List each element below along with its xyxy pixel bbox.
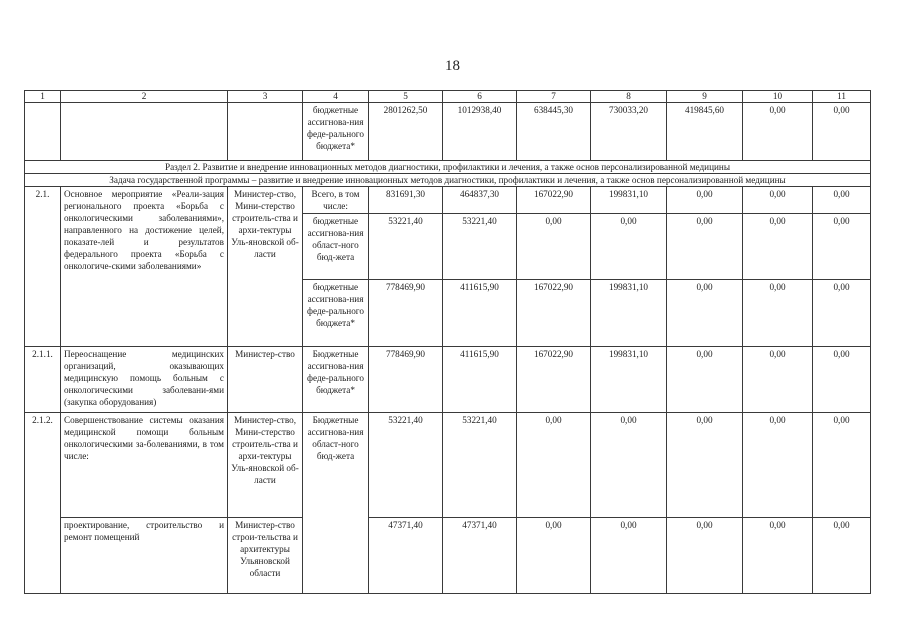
funding-source: бюджетные ассигнова-ния област-ного бюд-жета xyxy=(303,214,369,280)
amount-cell: 638445,30 xyxy=(517,103,591,161)
amount-cell: 167022,90 xyxy=(517,347,591,413)
amount-cell: 411615,90 xyxy=(443,280,517,347)
amount-cell: 47371,40 xyxy=(369,518,443,594)
column-number: 7 xyxy=(517,91,591,103)
amount-cell: 0,00 xyxy=(591,214,667,280)
item-number: 2.1. xyxy=(25,187,61,347)
amount-cell: 0,00 xyxy=(517,518,591,594)
amount-cell: 778469,90 xyxy=(369,347,443,413)
amount-cell: 0,00 xyxy=(743,518,813,594)
section-title: Раздел 2. Развитие и внедрение инновационных методов диагностики, профилактики и лечения, а также основ персонализированной медицины xyxy=(25,161,871,174)
amount-cell: 0,00 xyxy=(667,518,743,594)
amount-cell: 0,00 xyxy=(813,103,871,161)
amount-cell: 419845,60 xyxy=(667,103,743,161)
column-number: 9 xyxy=(667,91,743,103)
amount-cell: 199831,10 xyxy=(591,280,667,347)
amount-cell: 0,00 xyxy=(743,214,813,280)
amount-cell: 0,00 xyxy=(813,347,871,413)
amount-cell: 411615,90 xyxy=(443,347,517,413)
amount-cell: 167022,90 xyxy=(517,280,591,347)
amount-cell: 0,00 xyxy=(667,214,743,280)
amount-cell: 47371,40 xyxy=(443,518,517,594)
item-executor: Министер-ство, Мини-стерство строитель-ства и архи-тектуры Уль-яновской об-ласти xyxy=(228,413,303,518)
amount-cell: 53221,40 xyxy=(443,214,517,280)
item-name: Совершенствование системы оказания медицинской помощи больным онкологическими за-болеваниями, в том числе: xyxy=(61,413,228,518)
funding-source: Бюджетные ассигнова-ния област-ного бюд-жета xyxy=(303,413,369,594)
amount-cell: 0,00 xyxy=(667,413,743,518)
amount-cell: 0,00 xyxy=(743,187,813,214)
table-row xyxy=(25,187,871,214)
amount-cell: 0,00 xyxy=(743,280,813,347)
funding-source: Всего, в том числе: xyxy=(303,187,369,214)
item-executor: Министер-ство, Мини-стерство строитель-ства и архи-тектуры Уль-яновской об-ласти xyxy=(228,187,303,347)
column-number: 3 xyxy=(228,91,303,103)
amount-cell: 0,00 xyxy=(517,214,591,280)
amount-cell: 199831,10 xyxy=(591,347,667,413)
funding-source: бюджетные ассигнова-ния феде-рального бюджета* xyxy=(303,103,369,161)
table-row xyxy=(25,413,871,518)
amount-cell: 0,00 xyxy=(813,518,871,594)
column-number: 4 xyxy=(303,91,369,103)
amount-cell: 730033,20 xyxy=(591,103,667,161)
item-name: Основное мероприятие «Реали-зация регионального проекта «Борьба с онкологическими заболеваниями», направленного на достижение целей, показате-лей и результатов федерального проекта «Борьба с онкологиче-скими заболеваниями» xyxy=(61,187,228,347)
amount-cell: 0,00 xyxy=(813,413,871,518)
amount-cell: 0,00 xyxy=(667,187,743,214)
amount-cell: 0,00 xyxy=(743,413,813,518)
item-number: 2.1.1. xyxy=(25,347,61,413)
item-executor: Министер-ство xyxy=(228,347,303,413)
column-number: 2 xyxy=(61,91,228,103)
column-number: 11 xyxy=(813,91,871,103)
amount-cell: 0,00 xyxy=(517,413,591,518)
table-row xyxy=(25,347,871,413)
amount-cell: 0,00 xyxy=(667,347,743,413)
task-row xyxy=(25,174,871,187)
amount-cell: 0,00 xyxy=(743,103,813,161)
item-executor: Министер-ство строи-тельства и архитектуры Ульяновской области xyxy=(228,518,303,594)
amount-cell: 0,00 xyxy=(667,280,743,347)
column-number-row xyxy=(25,91,871,103)
amount-cell: 1012938,40 xyxy=(443,103,517,161)
amount-cell: 2801262,50 xyxy=(369,103,443,161)
page-number: 18 xyxy=(445,58,460,74)
amount-cell: 0,00 xyxy=(813,214,871,280)
table-row xyxy=(25,518,871,594)
item-name: проектирование, строительство и ремонт помещений xyxy=(61,518,228,594)
column-number: 10 xyxy=(743,91,813,103)
amount-cell: 778469,90 xyxy=(369,280,443,347)
column-number: 8 xyxy=(591,91,667,103)
amount-cell: 167022,90 xyxy=(517,187,591,214)
amount-cell: 464837,30 xyxy=(443,187,517,214)
item-number: 2.1.2. xyxy=(25,413,61,594)
amount-cell: 0,00 xyxy=(591,413,667,518)
task-title: Задача государственной программы – развитие и внедрение инновационных методов диагностики, профилактики и лечения, а также основ персонализированной медицины xyxy=(25,174,871,187)
budget-table xyxy=(24,90,871,594)
amount-cell: 53221,40 xyxy=(369,413,443,518)
amount-cell: 53221,40 xyxy=(369,214,443,280)
amount-cell: 199831,10 xyxy=(591,187,667,214)
amount-cell: 0,00 xyxy=(591,518,667,594)
amount-cell: 0,00 xyxy=(813,187,871,214)
funding-source: Бюджетные ассигнова-ния феде-рального бюджета* xyxy=(303,347,369,413)
amount-cell: 53221,40 xyxy=(443,413,517,518)
funding-source: бюджетные ассигнова-ния феде-рального бюджета* xyxy=(303,280,369,347)
column-number: 6 xyxy=(443,91,517,103)
item-name: Переоснащение медицинских организаций, оказывающих медицинскую помощь больным с онкологическими заболевани-ями (закупка оборудования) xyxy=(61,347,228,413)
amount-cell: 831691,30 xyxy=(369,187,443,214)
amount-cell: 0,00 xyxy=(743,347,813,413)
column-number: 5 xyxy=(369,91,443,103)
amount-cell: 0,00 xyxy=(813,280,871,347)
table-row xyxy=(25,103,871,161)
section-row xyxy=(25,161,871,174)
column-number: 1 xyxy=(25,91,61,103)
